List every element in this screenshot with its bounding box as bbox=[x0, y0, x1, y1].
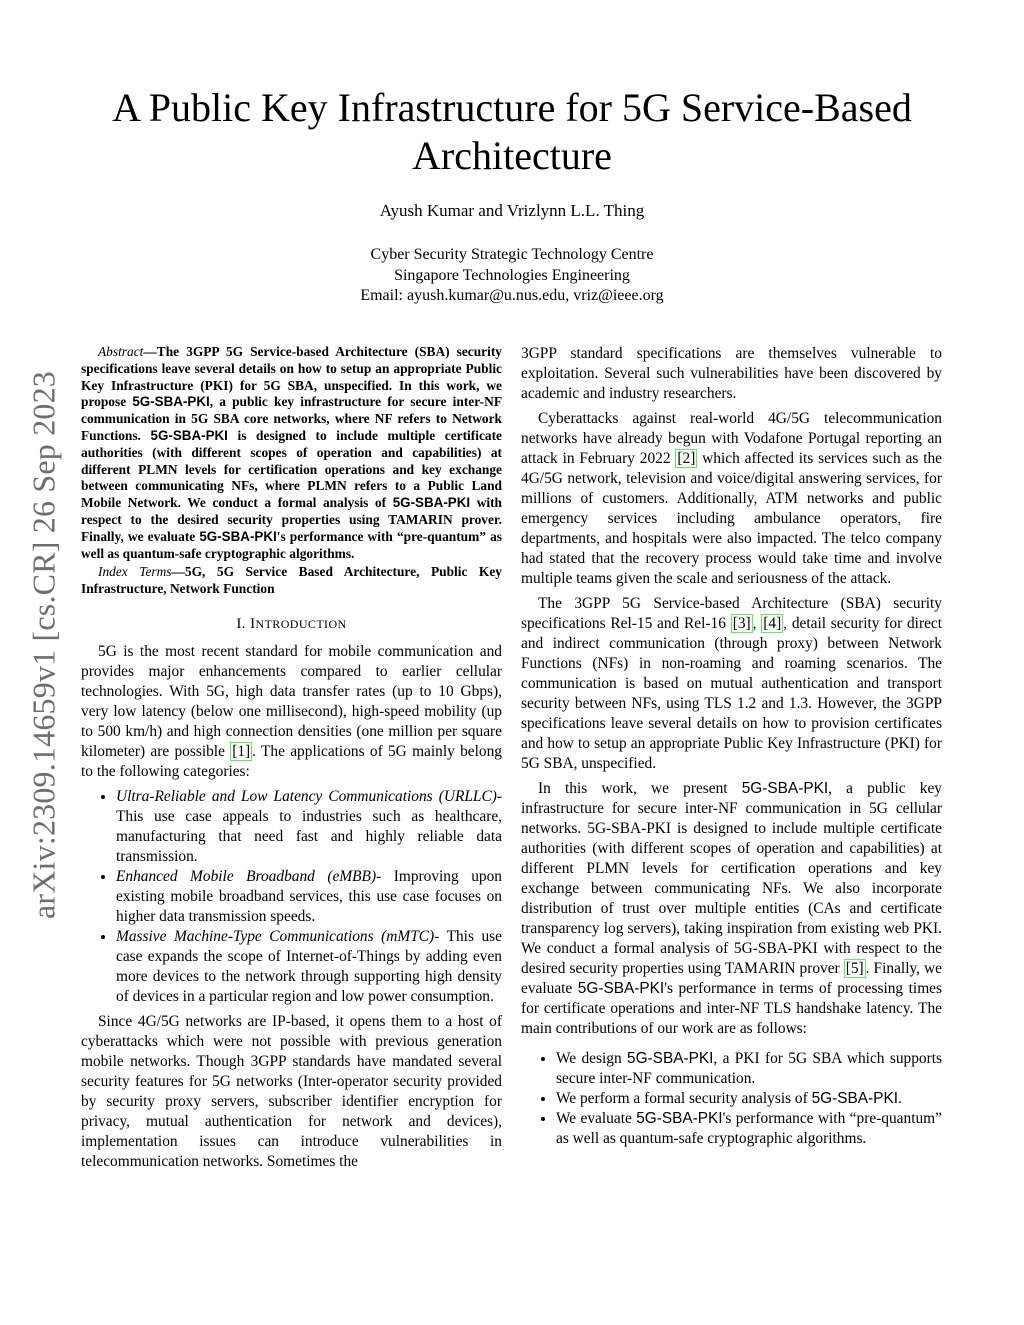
list-item: • We evaluate 5G-SBA-PKI's performance with “pre-quantum” as well as quantum-safe cryptographic algorithms. bbox=[556, 1109, 942, 1149]
body-paragraph: 5G is the most recent standard for mobile communication and provides major enhancements compared to earlier cellular technologies. With 5G, high data transfer rates (up to 10 Gbps), very low latency (below one millisecond), high-speed mobility (up to 500 km/h) and high connection densities (one million per square kilometer) are possible [1] . The applications of 5G mainly belong to the following categories: bbox=[81, 642, 502, 780]
paper-title-line-2: Architecture bbox=[412, 133, 612, 178]
section-heading-introduction: I. INTRODUCTION bbox=[236, 615, 347, 632]
list-item: • Ultra-Reliable and Low Latency Communications (URLLC)- This use case appeals to industries such as healthcare, manufacturing that need fast and highly reliable data transmission. bbox=[116, 787, 502, 867]
list-item: • We design 5G-SBA-PKI, a PKI for 5G SBA which supports secure inter-NF communication. bbox=[556, 1049, 942, 1089]
citation-link[interactable]: [2] bbox=[677, 450, 696, 467]
citation-link[interactable]: [5] bbox=[845, 960, 864, 977]
list-item: • We perform a formal security analysis of 5G-SBA-PKI. bbox=[556, 1089, 942, 1109]
citation-link[interactable]: [4] bbox=[763, 615, 782, 632]
use-case-list bbox=[81, 787, 502, 1007]
contributions-list bbox=[521, 1049, 942, 1149]
affiliation-line: Cyber Security Strategic Technology Centre bbox=[370, 246, 654, 263]
abstract: Abstract—The 3GPP 5G Service-based Architecture (SBA) security specifications leave several details on how to setup an appropriate Public Key Infrastructure (PKI) for 5G SBA, unspecified. In this work, we propose 5G-SBA-PKI, a public key infrastructure for secure inter-NF communication in 5G SBA core networks, where NF refers to Network Functions. 5G-SBA-PKI is designed to include multiple certificate authorities (with different scopes of operation and capabilities) at different PLMN levels for certification operations and key exchange between communicating NFs, where PLMN refers to a Public Land Mobile Network. We conduct a formal analysis of 5G-SBA-PKI with respect to the desired security properties using TAMARIN prover. Finally, we evaluate 5G-SBA-PKI's performance with “pre-quantum” as well as quantum-safe cryptographic algorithms. bbox=[81, 344, 503, 561]
system-name: 5G-SBA-PKI bbox=[150, 427, 228, 443]
system-name: 5G-SBA-PKI bbox=[636, 1110, 723, 1127]
system-name: 5G-SBA-PKI bbox=[811, 1090, 898, 1107]
citation-link[interactable]: [3] bbox=[732, 615, 751, 632]
body-paragraph: The 3GPP 5G Service-based Architecture (SBA) security specifications Rel-15 and Rel-16 [3] , [4] , detail security for direct and indirect communication (through proxy) between Network Functions (NFs) in non-roaming and roaming scenarios. The communication is based on mutual authentication and transport security between NFs, using TLS 1.2 and 1.3. However, the 3GPP specifications leave several details on how to provision certificates and how to setup an appropriate Public Key Infrastructure (PKI) for 5G SBA, unspecified. bbox=[521, 595, 943, 772]
system-name: 5G-SBA-PKI bbox=[577, 980, 665, 997]
body-paragraph: In this work, we present 5G-SBA-PKI, a public key infrastructure for secure inter-NF communication in 5G cellular networks. 5G-SBA-PKI is designed to include multiple certificate authorities (with different scopes of operation and capabilities) at different PLMN levels for certification operations and key exchange between communicating NFs. We also incorporate distribution of trust over multiple entities (CAs and certificate transparency log servers), taking inspiration from existing web PKI. We conduct a formal analysis of 5G-SBA-PKI with respect to the desired security properties using TAMARIN prover [5] . Finally, we evaluate 5G-SBA-PKI's performance in terms of processing times for certificate operations and inter-NF TLS handshake latency. The main contributions of our work are as follows: bbox=[521, 780, 942, 1037]
author-list: Ayush Kumar and Vrizlynn L.L. Thing bbox=[379, 201, 645, 220]
arxiv-identifier: arXiv:2309.14659v1 [cs.CR] 26 Sep 2023 bbox=[25, 370, 62, 920]
right-column bbox=[521, 344, 942, 1154]
paper-title bbox=[60, 84, 964, 180]
affiliation-block bbox=[60, 245, 964, 307]
list-item: • Massive Machine-Type Communications (mMTC)- This use case expands the scope of Internet-of-Things by adding even more devices to the network through supporting high density of devices in a particular region and low power consumption. bbox=[116, 927, 502, 1007]
affiliation-email-line: Email: ayush.kumar@u.nus.edu, vriz@ieee.org bbox=[360, 287, 664, 304]
body-paragraph: 3GPP standard specifications are themselves vulnerable to exploitation. Several such vulnerabilities have been discovered by academic and industry researchers. bbox=[521, 345, 942, 402]
index-terms: Index Terms—5G, 5G Service Based Architecture, Public Key Infrastructure, Network Function bbox=[81, 564, 502, 597]
citation-link[interactable]: [1] bbox=[232, 742, 251, 760]
system-name: 5G-SBA-PKI bbox=[132, 394, 210, 410]
system-name: 5G-SBA-PKI bbox=[199, 528, 277, 544]
list-item: • Enhanced Mobile Broadband (eMBB)- Improving upon existing mobile broadband services, this use case focuses on higher data transmission speeds. bbox=[116, 867, 502, 927]
abstract-label: Abstract bbox=[98, 344, 144, 359]
system-name: 5G-SBA-PKI bbox=[392, 495, 471, 511]
system-name: 5G-SBA-PKI bbox=[627, 1050, 714, 1067]
system-name: 5G-SBA-PKI bbox=[741, 780, 829, 797]
index-terms-label: Index Terms bbox=[98, 564, 172, 580]
paper-title-line-1: A Public Key Infrastructure for 5G Service-Based bbox=[112, 85, 912, 130]
body-paragraph: Since 4G/5G networks are IP-based, it opens them to a host of cyberattacks which were not possible with previous generation mobile networks. Though 3GPP standards have mandated several security features for 5G networks (Inter-operator security provided by security proxy servers, subscriber identifier encryption for privacy, mutual authentication for network and devices), implementation issues can introduce vulnerabilities in telecommunication networks. Sometimes the bbox=[81, 1012, 502, 1170]
left-column bbox=[81, 344, 502, 1177]
arxiv-identifier-margin bbox=[20, 350, 68, 940]
affiliation-line: Singapore Technologies Engineering bbox=[394, 266, 630, 284]
body-paragraph: Cyberattacks against real-world 4G/5G telecommunication networks have already begun with Vodafone Portugal reporting an attack in February 2022 [2] which affected its services such as the 4G/5G network, television and voice/digital answering services, for millions of customers. Additionally, ATM networks and public emergency services including ambulance operators, fire departments, and hospitals were also impacted. The telco company had stated that the recovery process would take time and involve multiple teams given the scale and seriousness of the attack. bbox=[521, 410, 942, 587]
